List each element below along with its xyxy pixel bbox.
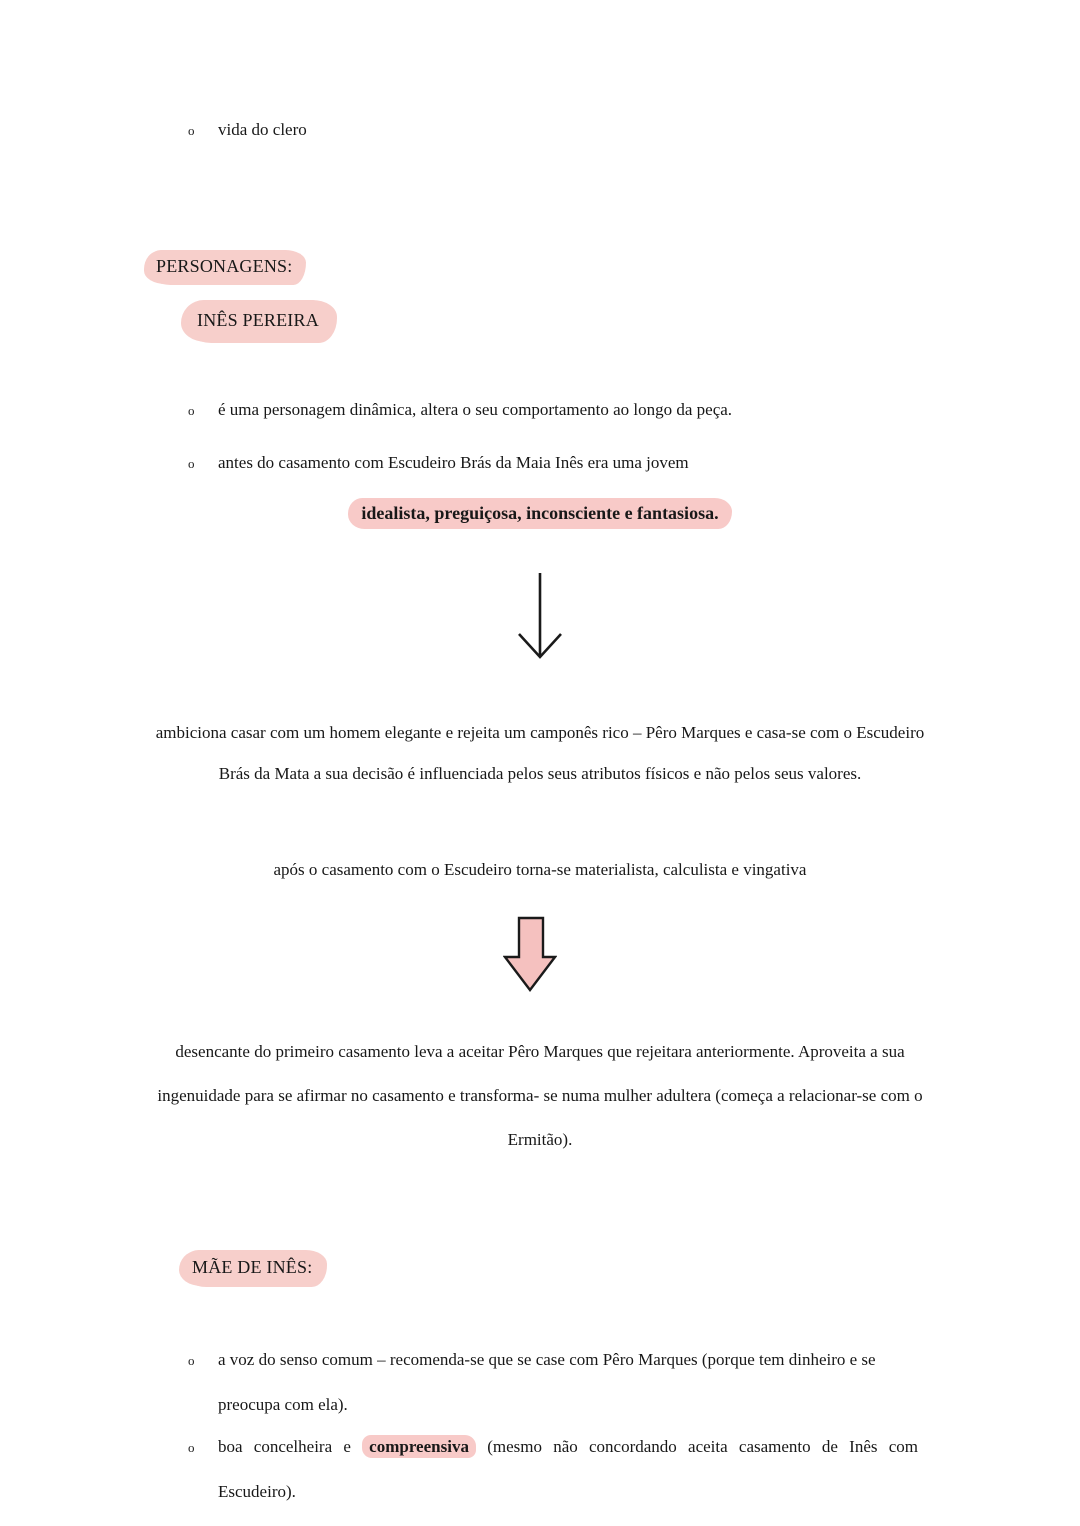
list-bullet-marker: o [188,456,195,471]
list-bullet-marker: o [188,1353,195,1368]
bullet-item-antes-casamento [188,451,978,475]
list-bullet-marker: o [188,123,195,138]
bullet-item-vida-do-clero [188,118,978,142]
idealista-highlight: idealista, preguiçosa, inconsciente e fantasiosa. [348,498,731,529]
bullet-text: é uma personagem dinâmica, altera o seu comportamento ao longo da peça. [218,400,733,419]
pink-block-down-arrow-icon [503,916,557,992]
compreensiva-highlight: compreensiva [362,1435,476,1458]
thin-down-arrow-icon [512,570,568,662]
bullet-text: vida do clero [218,120,307,139]
bullet-text: antes do casamento com Escudeiro Brás da Maia Inês era uma jovem [218,453,689,472]
bullet-item-personagem-dinamica [188,398,978,422]
bullet-text-after: (mesmo não concordando aceita casamento de Inês com Escudeiro). [218,1437,918,1501]
bullet-item-boa-concelheira [188,1424,918,1514]
ines-pereira-heading: INÊS PEREIRA [183,300,333,341]
list-bullet-marker: o [188,403,195,418]
list-bullet-marker: o [188,1440,195,1455]
bullet-text-before: boa concelheira e [218,1437,363,1456]
desencante-paragraph: desencante do primeiro casamento leva a aceitar Pêro Marques que rejeitara anteriormente. Aproveita a sua ingenuidade para se afirmar no casamento e transforma- se numa mulher adultera (começa a relacionar-se com o Ermitão). [157,1042,923,1149]
mae-de-ines-heading: MÃE DE INÊS: [181,1250,323,1285]
apos-casamento-line: após o casamento com o Escudeiro torna-se materialista, calculista e vingativa [273,860,807,879]
personagens-heading: PERSONAGENS: [146,250,302,283]
ambiciona-paragraph: ambiciona casar com um homem elegante e rejeita um camponês rico – Pêro Marques e casa-se com o Escudeiro Brás da Mata a sua decisão é influenciada pelos seus atributos físicos e não pelos seus valores. [155,723,925,783]
idealista-highlight-row [0,498,1080,529]
bullet-item-voz-senso-comum [188,1337,918,1427]
bullet-text: a voz do senso comum – recomenda-se que se case com Pêro Marques (porque tem dinheiro e se preocupa com ela). [218,1350,876,1414]
bullet-text [218,1424,918,1514]
